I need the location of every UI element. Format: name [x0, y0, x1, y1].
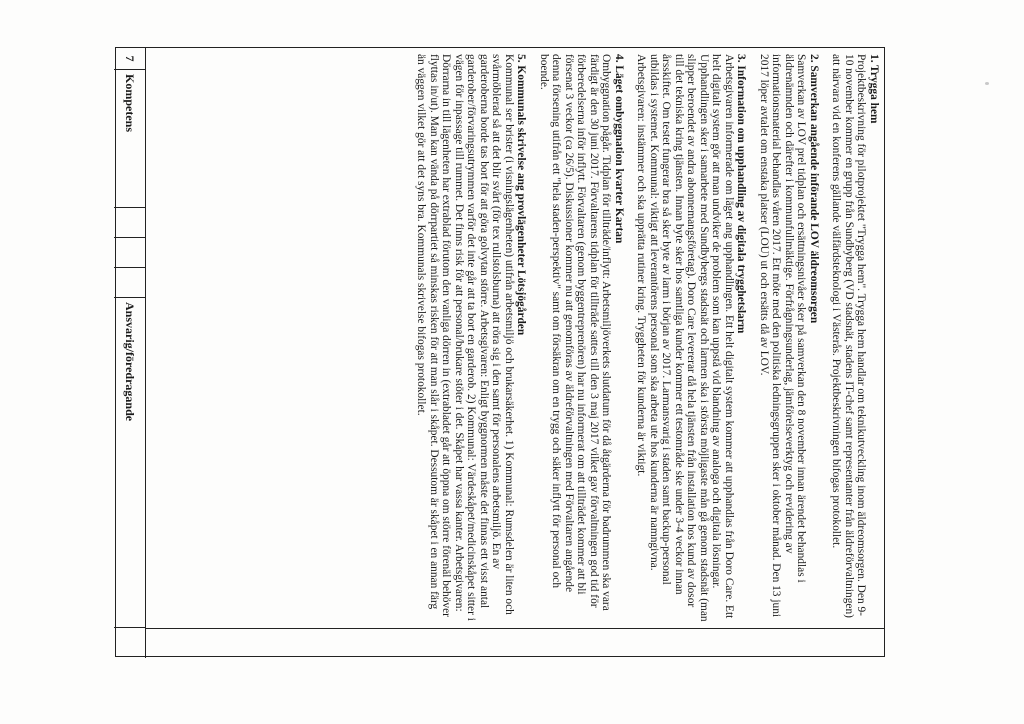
footer-empty-cell [114, 238, 145, 268]
section-body: Ombyggnation pågår. Tidplan för tillträde/inflytt: Arbetsmiljöverkets slutdatum för då åtgärderna för badrummen ska vara färdigt är den 30 juni 2017. Förvaltarens tidplan för tillträde sattes till den 3 maj 2017 vilket gav förvaltningen god tid för förberedelserna inför inflytt. Förvaltaren (genom byggentreprenören) har nu informerat om att tillträdet kommer att bli försenat 3 veckor (ca 26/5). Diskussioner kommer nu att genomföras av äldreförvaltningen med Förvaltaren angående denna försening utifrån ett "hela staden-perspektiv" samt om försäkran om en trygg och säker inflytt för personal och boende. [538, 54, 613, 611]
section-trygghetslarm [635, 54, 748, 622]
table-footer-row [114, 48, 146, 658]
footer-empty-cell [114, 628, 145, 658]
protocol-table [115, 47, 885, 657]
section-heading: 2. Samverkan angående införande LOV äldreomsorgen [808, 54, 820, 324]
section-kommunals-skrivelse [415, 54, 528, 622]
responsibility-column [146, 628, 884, 659]
footer-item-number: 7 [114, 48, 145, 70]
section-body: Kommunal ser brister (i visningslägenheten) utifrån arbetsmiljö och brukarsäkerhet. 1) Kommunal: Rumsdelen är liten och svårmöblerad så att det blir svårt (för tex rullstolsburna) att röra sig i den samt för personalens arbetsmiljö. En av garderoberna borde tas bort för att göra golvytan större. Arbetsgivaren: Enligt byggnormen måste det finnas ett visst antal garderober/förvaringsutrymmen varför det inte går att ta bort en garderob. 2) Kommunal: Värdeskåpet/medicinskåpet sitter i vägen för inpassage till rummet. Det finns risk för att personal/brukare stöter i det. Skåpet har vassa kanter. Arbetsgivaren: Dörrarna in till lägenheten har extrablad förutom den vanliga dörren in (extrabladet går att öppna om större förenäl behöver flyttas in/ut). Man kan vända på dörrpartiet så minskas risken för att man slår i skåpet. Dessutom är skåpet i en annan färg än väggen vilket gör att det syns bra. Kommunals skrivelse bifogas protokollet. [415, 54, 515, 621]
scan-speck [985, 82, 989, 85]
agenda-content-cell [146, 48, 884, 628]
section-heading: 4. Läget ombyggnation kvarter Kartan [613, 54, 625, 244]
protocol-page [115, 47, 885, 657]
section-body: Samverkan av LOV prel tidplan och ersättningsnivåer sker på samverkan den 8 november innan ärendet behandlas i äldrenämnden och därefter i kommunfullmäktige. Förfrågningsunderlag, jämförelseverktyg och revidering av informationsmaterial behandlas våren 2017. Ett möte med den politiska ledningsgruppen sker i oktober månad. Den 13 juni 2017 löper avtalet om enstaka platser (LOU) ut och ersätts då av LOV. [758, 54, 808, 618]
section-body: Arbetsgivaren informerade om läget ang upphandlingen. Ett helt digitalt system kommer att upphandlas från Doro Care. Ett helt digitalt system gör att man undviker de problem som kan uppstå vid blandning av analoga och digitala lösningar. Upphandlingen sker i samarbete med Sundbybergs stadsnät och larmen ska i största möjligaste mån gå genom stadsnät (man slipper beroendet av andra abonnemangsföretag). Doro Care levererar då hela tjänsten från installation hos kund av dosor till det tekniska kring tjänsten. Innan byte sker hos samtliga kunder kommer ett testområde ske under 3-4 veckor innan årsskiftet. Om testet fungerar bra så sker byte av larm i början av 2017. Larmansvarig i staden samt backup-personal utbildas i systemet. Kommunal: viktigt att leverantörens personal som ska arbeta ute hos kunderna är namngivna. Arbetsgivaren: instämmer och ska upprätta rutiner kring. Tryggheten för kunderna är viktigt. [635, 54, 735, 622]
section-heading: 3. Information om upphandling av digitala trygghetslarm [735, 54, 748, 334]
section-samverkan-lov [758, 54, 821, 622]
section-heading: 5. Kommunals skrivelse ang provlägenheter Lötsjögården [515, 54, 528, 336]
footer-empty-cell [114, 268, 145, 298]
section-body: Projektbeskrivning för pilotprojektet "Trygga hem". Trygga hem handlar om teknikutveckling inom äldreomsorgen. Den 9-10 november kommer en grupp från Sundbyberg (VD stadsnät, stadens IT-chef samt representanter från äldreförvaltningen) att närvara vid en konferens gällande välfärdsteknologi i Västerås. Projektbeskrivningen bifogas protokollet. [830, 54, 868, 618]
section-ombyggnation-kartan [538, 54, 626, 622]
section-trygga-hem [830, 54, 880, 622]
footer-competence-label: Kompetens [114, 70, 145, 208]
footer-empty-cell [114, 208, 145, 238]
section-heading: 1. Trygga hem [868, 54, 880, 124]
footer-responsibility-label: Ansvarig/föredragande [114, 298, 145, 628]
